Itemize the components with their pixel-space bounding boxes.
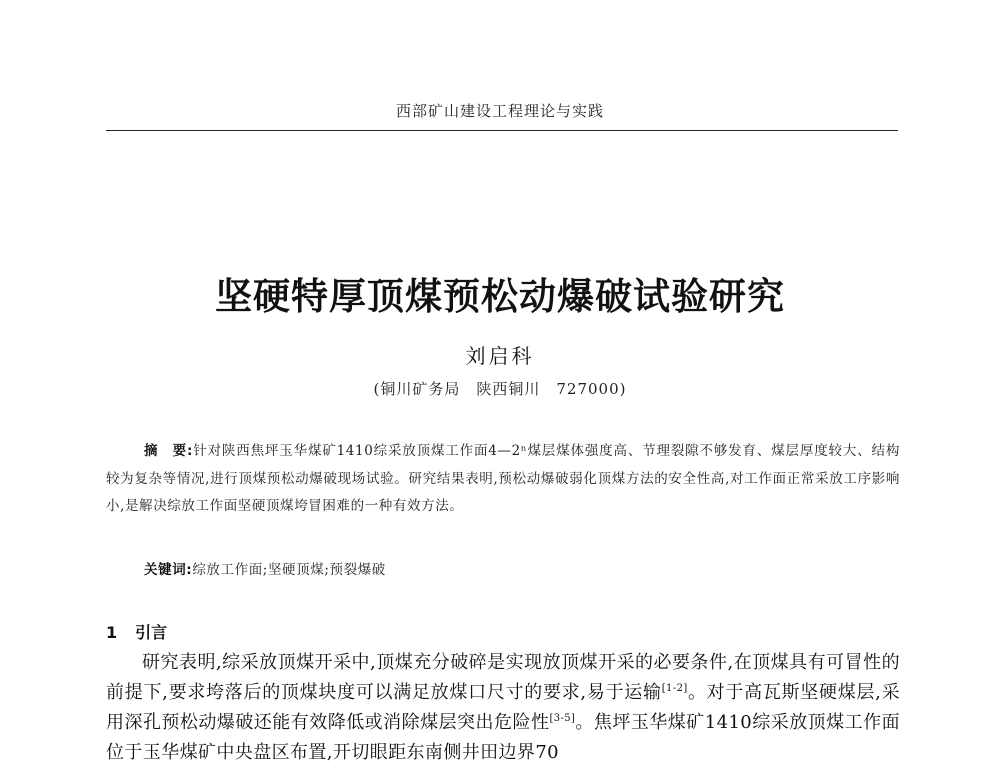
paragraph-text: 。对于高瓦斯坚硬煤层,采用深孔预松动爆破还能有效降低或消除煤层突出危险性	[106, 682, 900, 733]
paragraph-text: 。焦坪玉华煤矿1410综采放顶煤工作面位于玉华煤矿中央盘区布置,开切眼距东南侧井田边界70	[106, 712, 900, 763]
keywords-label: 关键词:	[144, 562, 193, 578]
paragraph-text: 研究表明,综采放顶煤开采中,顶煤充分破碎是实现放顶煤开采的必要条件,在顶煤具有可冒性的前提下,要求垮落后的顶煤块度可以满足放煤口尺寸的要求,易于运输	[106, 652, 900, 703]
keywords-text: 综放工作面;坚硬顶煤;预裂爆破	[192, 562, 386, 578]
abstract-text: 针对陕西焦坪玉华煤矿1410综采放顶煤工作面4—2ⁿ煤层煤体强度高、节理裂隙不够发育、煤层厚度较大、结构较为复杂等情况,进行顶煤预松动爆破现场试验。研究结果表明,预松动爆破弱化顶煤方法的安全性高,对工作面正常采放工序影响小,是解决综放工作面坚硬顶煤垮冒困难的一种有效方法。	[106, 443, 900, 514]
keywords	[144, 558, 386, 578]
paragraph	[106, 648, 900, 768]
citation: [3-5]	[549, 713, 576, 724]
citation: [1-2]	[661, 683, 688, 694]
author-affiliation: (铜川矿务局 陕西铜川 727000)	[373, 380, 627, 398]
body-text	[106, 648, 900, 768]
section-heading	[106, 620, 167, 643]
journal-header: 西部矿山建设工程理论与实践	[395, 102, 604, 120]
header-rule	[106, 130, 898, 131]
abstract	[106, 438, 900, 521]
section-title: 引言	[135, 623, 168, 642]
section-number: 1	[106, 623, 118, 642]
author-name: 刘启科	[465, 344, 535, 368]
paper-title: 坚硬特厚顶煤预松动爆破试验研究	[215, 275, 785, 318]
abstract-label: 摘 要:	[144, 443, 194, 459]
